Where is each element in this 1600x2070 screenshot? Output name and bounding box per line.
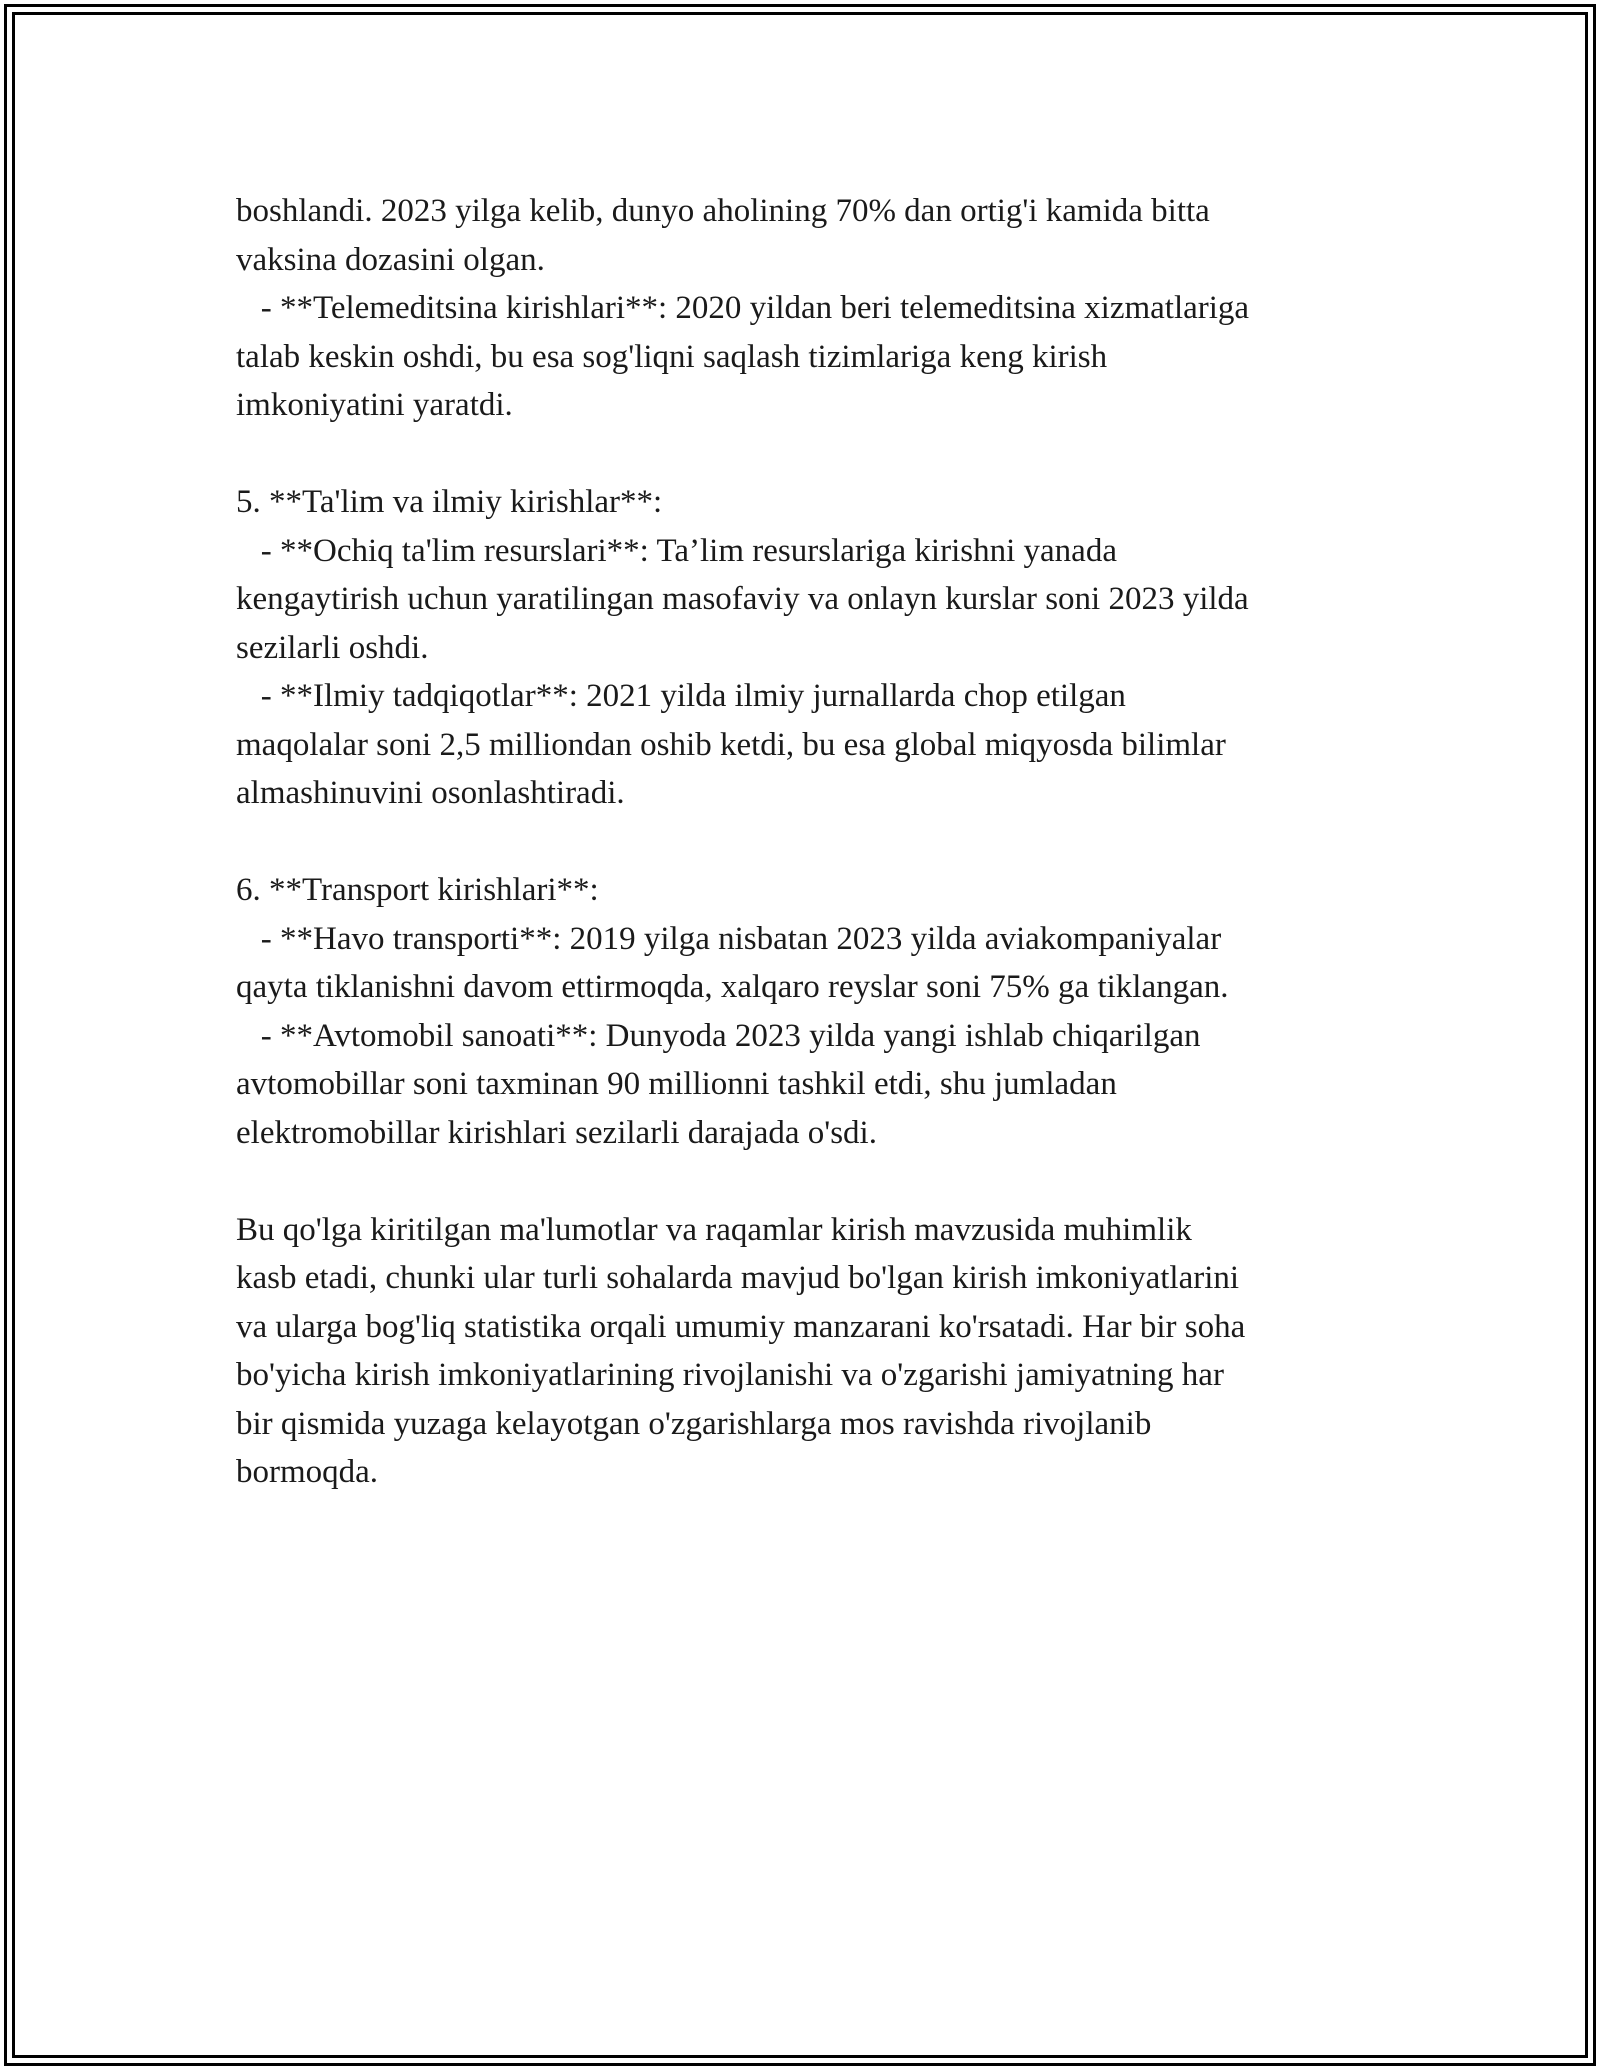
text-line: talab keskin oshdi, bu esa sog'liqni saqlash tizimlariga keng kirish	[236, 338, 1108, 375]
conclusion-line: Bu qo'lga kiritilgan ma'lumotlar va raqamlar kirish mavzusida muhimlik	[236, 1211, 1192, 1248]
text-line: sezilarli oshdi.	[236, 629, 429, 666]
conclusion-line: bormoqda.	[236, 1454, 379, 1490]
list-item-telemeditsina: - **Telemeditsina kirishlari**: 2020 yildan beri telemeditsina xizmatlariga	[236, 290, 1250, 326]
list-item-havo-transporti: - **Havo transporti**: 2019 yilga nisbatan 2023 yilda aviakompaniyalar	[236, 920, 1222, 957]
text-line: vaksina dozasini olgan.	[236, 241, 545, 278]
section-heading-6: 6. **Transport kirishlari**:	[236, 872, 599, 908]
conclusion-line: bir qismida yuzaga kelayotgan o'zgarishlarga mos ravishda rivojlanib	[236, 1405, 1152, 1442]
paragraph-gap	[236, 818, 1396, 867]
list-item-avtomobil-sanoati: - **Avtomobil sanoati**: Dunyoda 2023 yilda yangi ishlab chiqarilgan	[236, 1017, 1201, 1054]
text-line: qayta tiklanishni davom ettirmoqda, xalqaro reyslar soni 75% ga tiklangan.	[236, 969, 1229, 1005]
text-line: maqolalar soni 2,5 milliondan oshib ketdi, bu esa global miqyosda bilimlar	[236, 726, 1226, 763]
text-line: imkoniyatini yaratdi.	[236, 387, 513, 423]
paragraph-gap	[236, 1157, 1396, 1206]
conclusion-line: bo'yicha kirish imkoniyatlarining rivojlanishi va o'zgarishi jamiyatning har	[236, 1357, 1224, 1393]
text-line: elektromobillar kirishlari sezilarli darajada o'sdi.	[236, 1114, 877, 1151]
text-line: kengaytirish uchun yaratilingan masofaviy va onlayn kurslar soni 2023 yilda	[236, 581, 1249, 617]
conclusion-line: va ularga bog'liq statistika orqali umumiy manzarani ko'rsatadi. Har bir soha	[236, 1308, 1246, 1345]
document-body	[236, 187, 1396, 1497]
list-item-ochiq-talim: - **Ochiq ta'lim resurslari**: Ta’lim resurslariga kirishni yanada	[236, 532, 1117, 569]
text-line: almashinuvini osonlashtiradi.	[236, 775, 625, 811]
section-heading-5: 5. **Ta'lim va ilmiy kirishlar**:	[236, 484, 663, 520]
conclusion-line: kasb etadi, chunki ular turli sohalarda mavjud bo'lgan kirish imkoniyatlarini	[236, 1260, 1240, 1296]
list-item-ilmiy-tadqiqotlar: - **Ilmiy tadqiqotlar**: 2021 yilda ilmiy jurnallarda chop etilgan	[236, 678, 1126, 714]
text-line: avtomobillar soni taxminan 90 millionni tashkil etdi, shu jumladan	[236, 1066, 1117, 1102]
text-line: boshlandi. 2023 yilga kelib, dunyo aholining 70% dan ortig'i kamida bitta	[236, 193, 1210, 229]
paragraph-gap	[236, 430, 1396, 479]
